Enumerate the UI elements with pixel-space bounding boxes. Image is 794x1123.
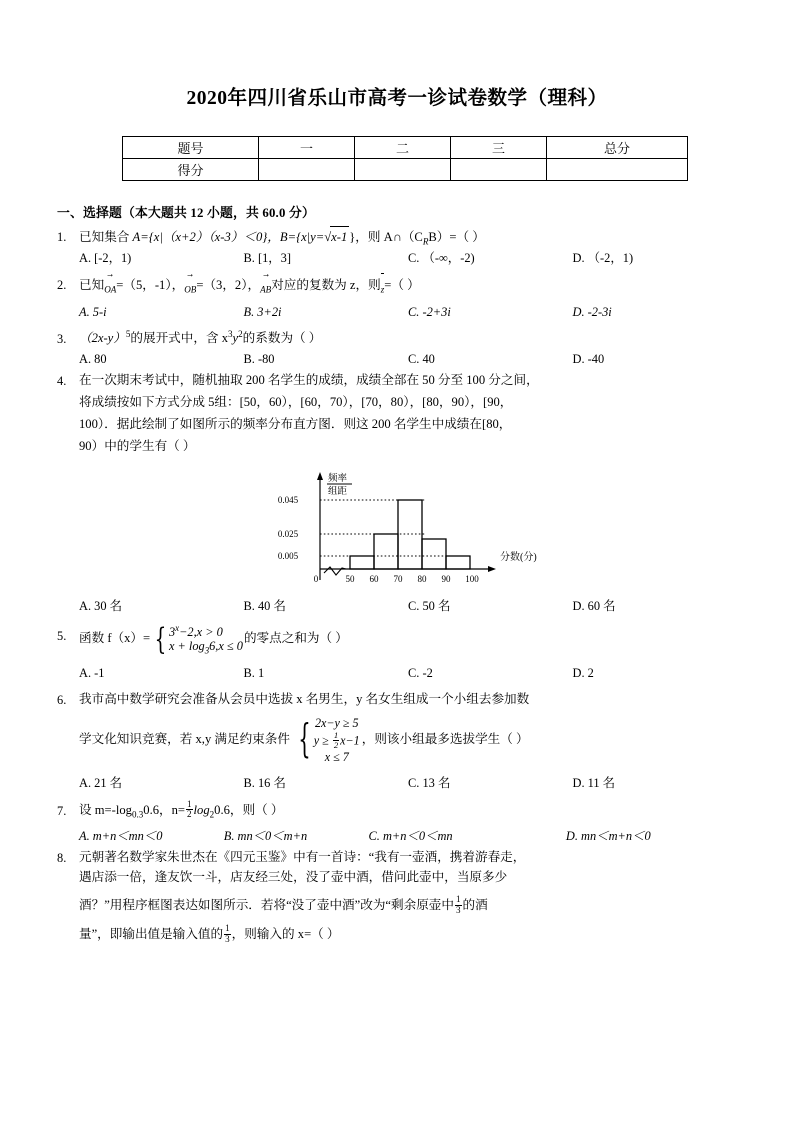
question-7-number: 7. — [57, 803, 67, 818]
hist-bar-70-80 — [398, 500, 422, 569]
choice-b[interactable]: B. 1 — [243, 665, 265, 680]
choice-b[interactable]: B. 16 名 — [243, 776, 286, 791]
question-3-choices — [79, 349, 737, 369]
question-1-number: 1. — [57, 229, 67, 244]
q6-suffix: ，则该小组最多选拔学生（ ） — [361, 732, 529, 747]
choice-d[interactable]: D. （-2，1) — [572, 251, 634, 266]
q2-mid: 对应的复数为 z，则 — [271, 278, 381, 293]
question-5 — [57, 621, 737, 683]
choice-c[interactable]: C. -2+3i — [408, 304, 451, 319]
question-8-line-4 — [79, 924, 737, 944]
y-tick-0.005: 0.005 — [277, 550, 299, 561]
question-7 — [57, 800, 737, 847]
choice-a[interactable]: A. 5-i — [79, 304, 107, 319]
x-tick-80: 80 — [417, 573, 427, 584]
question-4-line-1: 在一次期末考试中，随机抽取 200 名学生的成绩，成绩全部在 50 分至 100 分之间， — [79, 373, 539, 388]
question-8-line-1: 元朝著名数学家朱世杰在《四元玉鉴》中有一首诗：“我有一壶酒，携着游春走， — [79, 850, 526, 865]
question-4-line-4: 90）中的学生有（ ） — [79, 438, 196, 453]
score-table-header-0: 题号 — [123, 137, 259, 159]
score-table-row-label: 得分 — [123, 159, 259, 181]
score-table-header-2: 二 — [355, 137, 451, 159]
choice-d[interactable]: D. -40 — [572, 352, 605, 367]
questions-content — [0, 203, 794, 945]
q8-line4-a: 量”，即输出值是输入值的 — [79, 927, 224, 942]
frequency-histogram-figure — [79, 464, 737, 592]
page-title: 2020年四川省乐山市高考一诊试卷数学（理科） — [186, 88, 608, 109]
score-cell-1[interactable] — [259, 159, 355, 181]
x-tick-90: 90 — [441, 573, 451, 584]
q2-end: =（ ） — [384, 278, 420, 293]
choice-a[interactable]: A. -1 — [79, 665, 105, 680]
q6-constraint-1: 2x−y ≥ 5 — [314, 716, 359, 730]
frequency-distribution-histogram — [258, 464, 558, 592]
q2-v2: =（3，2）， — [196, 278, 261, 293]
q8-line4-b: ，则输入的 x=（ ） — [231, 927, 340, 942]
score-cell-4[interactable] — [547, 159, 688, 181]
choice-c[interactable]: C. 13 名 — [408, 776, 451, 791]
score-cell-3[interactable] — [451, 159, 547, 181]
score-table — [122, 136, 688, 181]
hist-bar-90-100 — [446, 556, 470, 569]
q3-mid: 的展开式中，含 x — [130, 330, 228, 345]
question-4-line-3: 100）．据此绘制了如图所示的频率分布直方图．则这 200 名学生中成绩在[80， — [79, 416, 512, 431]
question-2-number: 2. — [57, 278, 67, 293]
question-4-choices — [79, 596, 737, 616]
q2-prefix: 已知 — [79, 278, 105, 293]
choice-d[interactable]: D. mn＜m+n＜0 — [565, 828, 651, 843]
choice-a[interactable]: A. [-2，1) — [79, 251, 132, 266]
q7-log: log — [193, 802, 210, 817]
q1-prefix: 已知集合 — [79, 229, 133, 244]
score-table-header-4: 总分 — [547, 137, 688, 159]
vector-ob: OB — [184, 284, 197, 295]
section-heading: 一、选择题（本大题共 12 小题，共 60.0 分） — [57, 206, 315, 220]
table-row — [123, 137, 688, 159]
table-row — [123, 159, 688, 181]
choice-c[interactable]: C. m+n＜0＜mn — [368, 828, 453, 843]
question-5-choices — [79, 663, 737, 683]
brace-icon: { — [298, 717, 311, 763]
question-6-choices — [79, 773, 737, 793]
q8-line3-b: 的酒 — [462, 897, 488, 912]
choice-d[interactable]: D. 60 名 — [572, 598, 616, 613]
question-6 — [57, 689, 737, 794]
q7-prefix: 设 m=-log — [79, 802, 132, 817]
y-axis-label-numerator: 频率 — [328, 473, 348, 484]
question-4-number: 4. — [57, 374, 67, 389]
piecewise-function — [151, 621, 243, 656]
q7-log-base-1: 0.3 — [131, 809, 144, 820]
choice-c[interactable]: C. -2 — [408, 665, 433, 680]
q3-prefix: （2x-y） — [79, 330, 126, 345]
question-3-number: 3. — [57, 331, 67, 346]
choice-a[interactable]: A. m+n＜mn＜0 — [79, 828, 163, 843]
conjugate-z: z — [380, 284, 385, 295]
origin-label: 0 — [313, 573, 319, 584]
q1-radicand: x-1 — [330, 226, 349, 247]
choice-c[interactable]: C. 40 — [408, 352, 435, 367]
q5-branch-1: $3^x-2,x > 0$ — [168, 622, 223, 639]
q3-mid2: y — [232, 330, 239, 345]
x-tick-100: 100 — [465, 573, 479, 584]
q5-suffix: 的零点之和为（ ） — [243, 631, 348, 646]
question-8-line-2: 遇店添一倍，逢友饮一斗，店友经三处，没了壶中酒，借问此壶中，当原多少 — [79, 870, 508, 885]
question-6-line-2 — [79, 716, 737, 764]
choice-b[interactable]: B. mn＜0＜m+n — [223, 828, 308, 843]
score-table-wrapper — [122, 136, 672, 181]
hist-bar-60-70 — [374, 534, 398, 569]
hist-bar-80-90 — [422, 539, 446, 569]
q8-line3-a: 酒？”用程序框图表达如图所示．若将“没了壶中酒”改为“剩余原壶中 — [79, 897, 454, 912]
question-1-choices — [79, 248, 737, 268]
y-axis-label-denominator: 组距 — [328, 486, 348, 497]
q1-sub-r: R — [422, 236, 429, 247]
question-8-line-3 — [79, 895, 737, 915]
one-half-fraction: $\frac{1}{2}$ — [187, 798, 192, 820]
radical-icon: √ — [324, 229, 332, 244]
one-third-fraction: $\frac{1}{3}$ — [455, 894, 461, 915]
score-table-header-1: 一 — [259, 137, 355, 159]
choice-b[interactable]: B. [1，3] — [243, 251, 291, 266]
question-8 — [57, 847, 737, 945]
choice-b[interactable]: B. 40 名 — [243, 598, 286, 613]
q5-prefix: 函数 f（x）= — [79, 631, 151, 646]
q3-exponent: 5 — [125, 328, 131, 339]
question-6-number: 6. — [57, 692, 67, 707]
choice-a[interactable]: A. 21 名 — [79, 776, 123, 791]
x-tick-70: 70 — [393, 573, 403, 584]
question-4 — [57, 370, 737, 616]
question-3-text — [79, 328, 737, 348]
choice-d[interactable]: D. 11 名 — [572, 776, 616, 791]
choice-c[interactable]: C. 50 名 — [408, 598, 451, 613]
q1-suffix2: B）=（ ） — [428, 229, 485, 244]
choice-b[interactable]: B. -80 — [243, 352, 275, 367]
q6-constraint-2: y ≥ $\frac{1}{2}$ x−1 — [313, 729, 360, 750]
question-6-line-1: 我市高中数学研究会准备从会员中选拔 x 名男生，y 名女生组成一个小组去参加数 — [79, 691, 530, 706]
question-2-text — [79, 274, 737, 295]
q1-set-a: A={x|（x+2）（x-3）＜0}， — [132, 229, 280, 244]
q3-suffix: 的系数为（ ） — [242, 330, 322, 345]
q3-exponent-3: 2 — [238, 328, 243, 339]
choice-a[interactable]: A. 80 — [79, 352, 107, 367]
q5-branch-2: $x + \log_36,x \le 0$ — [168, 639, 243, 656]
q3-exponent-2: 3 — [228, 328, 233, 339]
y-tick-0.025: 0.025 — [277, 528, 299, 539]
question-7-choices — [79, 826, 737, 846]
score-table-header-3: 三 — [451, 137, 547, 159]
question-5-number: 5. — [57, 628, 67, 643]
q2-v1: =（5，-1）， — [116, 278, 185, 293]
q6-prefix: 学文化知识竞赛，若 x,y 满足约束条件 — [79, 732, 290, 747]
choice-a[interactable]: A. 30 名 — [79, 598, 123, 613]
question-2 — [57, 274, 737, 321]
vector-ab: AB — [260, 284, 272, 295]
question-4-line-2: 将成绩按如下方式分成 5组：[50，60），[60，70），[70，80），[80，90），[90， — [79, 395, 513, 410]
x-tick-50: 50 — [345, 573, 355, 584]
x-axis-label: 分数(分) — [500, 551, 537, 563]
x-tick-60: 60 — [369, 573, 379, 584]
hist-bar-50-60 — [350, 556, 374, 569]
question-1 — [57, 226, 737, 268]
q1-suffix: }，则 A∩（C — [349, 229, 423, 244]
choice-c[interactable]: C. （-∞，-2) — [408, 251, 475, 266]
question-5-text — [79, 621, 737, 656]
q6-constraint-3: x ≤ 7 — [324, 749, 349, 764]
q1-set-b: B={x|y= — [279, 229, 325, 244]
constraint-system — [292, 716, 360, 764]
y-tick-0.045: 0.045 — [277, 494, 299, 505]
q7-value: 0.6，则（ ） — [214, 802, 284, 817]
question-2-choices — [79, 302, 737, 322]
question-3 — [57, 328, 737, 369]
score-cell-2[interactable] — [355, 159, 451, 181]
q7-log-base-2: 2 — [209, 809, 215, 820]
vector-oa: OA — [104, 284, 117, 295]
question-7-text — [79, 800, 737, 820]
choice-d[interactable]: D. 2 — [572, 665, 594, 680]
choice-d[interactable]: D. -2-3i — [572, 304, 612, 319]
choice-b[interactable]: B. 3+2i — [243, 304, 282, 319]
brace-icon: { — [154, 621, 167, 656]
question-1-text — [79, 226, 737, 247]
one-third-fraction: $\frac{1}{3}$ — [225, 923, 230, 945]
question-8-number: 8. — [57, 851, 67, 866]
q7-mid: 0.6，n= — [143, 802, 186, 817]
